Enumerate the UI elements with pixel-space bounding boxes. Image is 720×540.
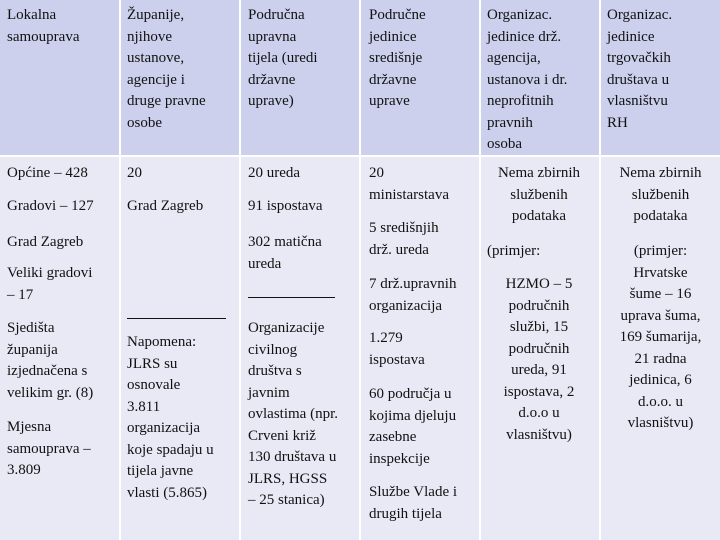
text-line: HZMO – 5: [505, 276, 573, 292]
text-line: Nema zbirnih: [497, 165, 581, 181]
text-line: 169 šumarija,: [619, 329, 702, 345]
gradovi-count: Gradovi – 127: [7, 198, 94, 214]
text-line: kojima djeluju: [369, 407, 457, 424]
text-line: Hrvatske: [633, 264, 688, 281]
opcine-count: Općine – 428: [7, 165, 88, 181]
separator-line: [248, 297, 335, 298]
text-line: 7 drž.upravnih: [369, 276, 457, 292]
text-line: ispostava: [369, 351, 425, 368]
maticna-ureda: [248, 232, 322, 275]
header-line: osoba: [487, 136, 522, 152]
ispostava-count: 91 ispostava: [248, 198, 323, 214]
header-line: vlasništvu: [607, 93, 668, 109]
header-line: središnje: [369, 50, 423, 66]
header-line: uprave): [248, 93, 294, 109]
text-line: Organizacije: [248, 320, 325, 336]
hrvatske-sume-example: [601, 241, 720, 435]
text-line: JLRS su: [127, 355, 178, 372]
text-line: velikim gr. (8): [7, 384, 94, 401]
header-line: Organizac.: [607, 7, 673, 23]
text-line: koje spadaju u: [127, 441, 214, 458]
separator-line: [127, 318, 226, 319]
text-line: Službe Vlade i: [369, 484, 458, 500]
text-line: d.o.o u: [518, 405, 560, 421]
text-line: (primjer:: [633, 243, 688, 259]
nema-podataka-agencije: [481, 163, 597, 228]
grad-zagreb-county: Grad Zagreb: [127, 198, 204, 214]
text-line: JLRS, HGSS: [248, 470, 328, 487]
ureda-count: 20 ureda: [248, 165, 301, 181]
text-line: 20: [369, 165, 384, 181]
text-line: osnovale: [127, 377, 181, 393]
text-line: – 25 stanica): [248, 492, 325, 508]
napomena-note: [127, 332, 214, 504]
header-line: pravnih: [487, 114, 533, 131]
ministarstva: [369, 163, 449, 206]
sluzbe-vlade: [369, 482, 457, 525]
header-line: ustanova i dr.: [487, 71, 568, 88]
header-line: agencija,: [487, 50, 541, 66]
header-line: društava u: [607, 71, 670, 88]
inspekcije: [369, 384, 456, 470]
text-line: ureda: [248, 255, 282, 272]
header-line: Lokalna: [7, 7, 57, 23]
header-line: državne: [369, 71, 417, 88]
text-line: samouprava –: [7, 440, 91, 457]
header-line: uprave: [369, 93, 410, 109]
sredisnji-uredi: [369, 218, 439, 261]
text-line: ispostava, 2: [503, 383, 575, 400]
header-organizac-agencija: [487, 5, 567, 156]
header-line: Područna: [248, 7, 305, 23]
row-divider: [0, 155, 720, 157]
text-line: Nema zbirnih: [619, 165, 702, 181]
header-line: Županije,: [127, 7, 185, 23]
header-line: jedinice: [369, 28, 417, 45]
nema-podataka-drustva: [601, 163, 720, 228]
text-line: Napomena:: [127, 334, 197, 350]
header-podrucna-tijela: [248, 5, 318, 113]
text-line: drugih tijela: [369, 505, 442, 522]
header-line: tijela (uredi: [248, 50, 318, 66]
ispostava-total: [369, 328, 425, 371]
upravne-organizacije: [369, 274, 456, 317]
text-line: 60 područja u: [369, 386, 452, 402]
header-line: državne: [248, 71, 296, 88]
text-line: organizacija: [127, 420, 201, 436]
header-line: Područne: [369, 7, 426, 23]
text-line: područnih: [508, 297, 570, 314]
text-line: inspekcije: [369, 450, 430, 467]
header-line: jedinice: [607, 28, 655, 45]
text-line: ureda, 91: [511, 362, 567, 378]
header-line: jedinice drž.: [487, 28, 562, 45]
text-line: zasebne: [369, 429, 417, 445]
text-line: 130 društava u: [248, 449, 337, 465]
text-line: Veliki gradovi: [7, 265, 93, 281]
text-line: podataka: [633, 208, 688, 224]
zupanije-count: 20: [127, 165, 142, 181]
header-line: druge pravne: [127, 93, 206, 109]
header-organizac-drustava: [607, 5, 672, 134]
veliki-gradovi: [7, 263, 92, 306]
header-line: neprofitnih: [487, 93, 554, 109]
text-line: 5 središnjih: [369, 220, 439, 236]
text-line: ministarstava: [369, 186, 449, 203]
header-zupanije: [127, 5, 206, 134]
text-line: Mjesna: [7, 419, 52, 435]
text-line: službi, 15: [509, 319, 569, 335]
text-line: civilnog: [248, 341, 298, 358]
header-line: trgovačkih: [607, 50, 671, 66]
text-line: Crveni križ: [248, 427, 316, 444]
grad-zagreb: Grad Zagreb: [7, 234, 84, 250]
text-line: podataka: [511, 208, 567, 224]
text-line: područnih: [508, 340, 570, 357]
text-line: drž. ureda: [369, 241, 429, 258]
text-line: vlasništvu): [506, 426, 572, 443]
organizacije-civilnog-drustva: [248, 318, 338, 512]
column-divider: [359, 0, 361, 540]
text-line: d.o.o. u: [638, 393, 683, 410]
text-line: društva s: [248, 363, 302, 379]
header-line: Organizac.: [487, 7, 553, 23]
header-line: samouprava: [7, 28, 80, 45]
text-line: uprava šuma,: [620, 307, 701, 324]
text-line: tijela javne: [127, 463, 194, 479]
text-line: – 17: [7, 286, 34, 303]
header-line: RH: [607, 114, 628, 131]
text-line: 21 radna: [634, 350, 687, 367]
text-line: vlasti (5.865): [127, 484, 207, 501]
text-line: vlasništvu): [627, 415, 694, 431]
sjedista-zupanija: [7, 318, 93, 404]
column-divider: [239, 0, 241, 540]
text-line: izjednačena s: [7, 363, 88, 379]
header-podrucne-jedinice: [369, 5, 426, 113]
header-line: njihove: [127, 28, 172, 45]
text-line: jedinica, 6: [629, 372, 692, 388]
header-line: agencije i: [127, 71, 185, 88]
header-line: upravna: [248, 28, 297, 45]
header-line: ustanove,: [127, 50, 185, 66]
text-line: Sjedišta: [7, 320, 55, 336]
text-line: organizacija: [369, 297, 443, 314]
text-line: službenih: [510, 186, 568, 203]
hzmo-example: [481, 274, 597, 446]
text-line: 1.279: [369, 330, 403, 346]
mjesna-samouprava: [7, 417, 91, 482]
column-divider: [119, 0, 121, 540]
header-lokalna-samouprava: [7, 5, 79, 48]
text-line: 3.809: [7, 462, 41, 478]
text-line: županija: [7, 341, 58, 358]
text-line: 302 matična: [248, 234, 322, 250]
text-line: 3.811: [127, 398, 161, 415]
text-line: šume – 16: [629, 286, 692, 302]
text-line: službenih: [631, 186, 690, 203]
primjer-label: (primjer:: [487, 243, 541, 259]
header-line: osobe: [127, 114, 162, 131]
text-line: ovlastima (npr.: [248, 406, 338, 422]
column-divider: [479, 0, 481, 540]
text-line: javnim: [248, 384, 290, 401]
